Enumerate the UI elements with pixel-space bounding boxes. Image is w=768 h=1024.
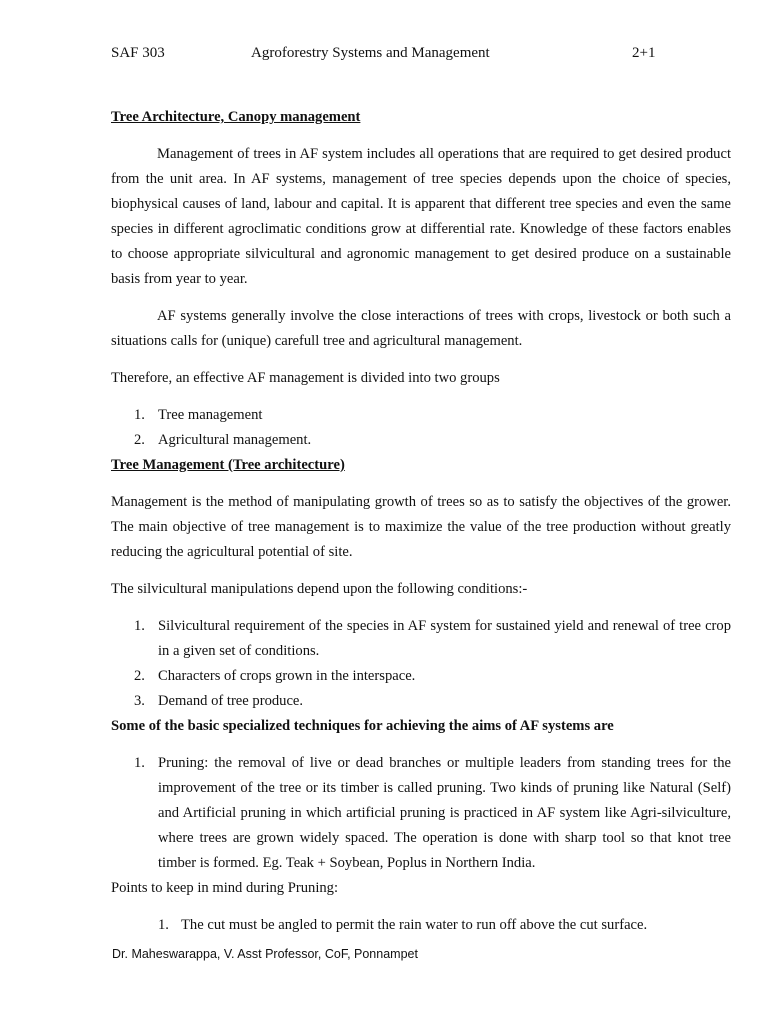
conditions-list	[111, 614, 731, 714]
list-item: 1. The cut must be angled to permit the rain water to run off above the cut surface.	[158, 917, 648, 933]
list-item: 2. Agricultural management.	[134, 432, 312, 448]
pruning-points-heading: Points to keep in mind during Pruning:	[111, 880, 339, 896]
footer-author: Dr. Maheswarappa, V. Asst Professor, CoF, Ponnampet	[112, 947, 418, 961]
course-credits: 2+1	[632, 45, 656, 61]
list-item: 2. Characters of crops grown in the interspace.	[134, 668, 416, 684]
techniques-list	[111, 751, 731, 876]
pruning-points-list	[111, 913, 731, 938]
paragraph-conditions-intro: The silvicultural manipulations depend upon the following conditions:-	[111, 581, 528, 597]
course-title: Agroforestry Systems and Management	[251, 45, 490, 61]
management-groups-list	[111, 403, 731, 453]
list-item: 1. Silvicultural requirement of the species in AF system for sustained yield and renewal of tree crop in a given set of conditions.	[134, 618, 731, 659]
list-item: 1. Tree management	[134, 407, 263, 423]
paragraph-interactions: AF systems generally involve the close interactions of trees with crops, livestock or both such a situations calls for (unique) carefull tree and agricultural management.	[111, 308, 731, 349]
course-code: SAF 303	[111, 45, 165, 61]
paragraph-groups-intro: Therefore, an effective AF management is divided into two groups	[111, 370, 500, 386]
paragraph-intro: Management of trees in AF system includes all operations that are required to get desired product from the unit area. In AF systems, management of tree species depends upon the choice of species, biophysical causes of land, labour and capital. It is apparent that different tree species and even the same species in different agroclimatic conditions grow at differential rate. Knowledge of these factors enables to choose appropriate silvicultural and agronomic management to get desired produce on a sustainable basis from year to year.	[111, 146, 731, 287]
document-body	[111, 105, 731, 938]
section-heading-tree-management: Tree Management (Tree architecture)	[111, 457, 345, 473]
techniques-heading: Some of the basic specialized techniques for achieving the aims of AF systems are	[111, 718, 614, 734]
paragraph-management-definition: Management is the method of manipulating growth of trees so as to satisfy the objectives of the grower. The main objective of tree management is to maximize the value of the tree production without greatly reducing the agricultural potential of site.	[111, 494, 731, 560]
section-heading-tree-architecture: Tree Architecture, Canopy management	[111, 109, 361, 125]
list-item: 3. Demand of tree produce.	[134, 693, 304, 709]
list-item: 1. Pruning: the removal of live or dead branches or multiple leaders from standing trees for the improvement of the tree or its timber is called pruning. Two kinds of pruning like Natural (Self) and Artificial pruning in which artificial pruning is practiced in AF system like Agri-silviculture, where trees are grown widely spaced. The operation is done with sharp tool so that knot tree timber is formed. Eg. Teak + Soybean, Poplus in Northern India.	[134, 755, 731, 871]
